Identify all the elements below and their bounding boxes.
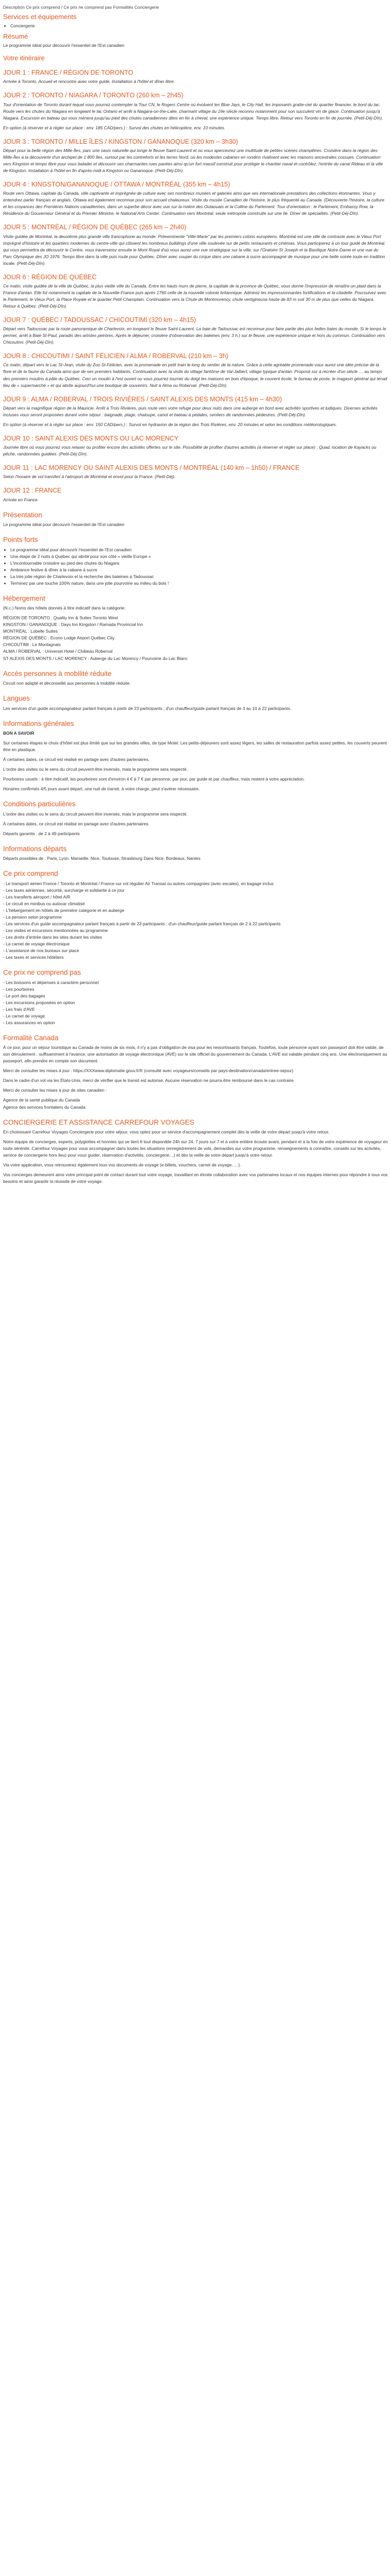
day-text: Visite guidée de Montréal, la deuxième plus grande ville francophone au monde. Préeeminente "Ville-Marie" par les premiers colons européens. Montréal est une ville de contraste avec le Vieux Port imprégné d'histoire et les quartiers modernes du centre-ville qui côtoient les nombreux buildings d'une ville soulevée sur de petits restaurants et cinémas. Vous participerez à un tour guidé de Montréal, qui vous permettra de découvrir le Centre, vous traverserez ensuite le Mont Royal d'où vous aurez une vue stratégique sur la ville, sur l'Oratoire St Joseph et la Basilique Notre-Dame et une vue du Parc Olympique des JO 1976. Temps libre dans la ville puis route pour Québec. Dîner avec souper du cirque dans une cabane à sucre accompagné de musique pour une belle soirée toute en tradition locale. (Petit-Déj-Dîn).: [3, 233, 386, 266]
departs-text: Départs possibles de : Paris, Lyon, Marseille, Nice, Toulouse, Strasbourg Dans Nice, Bordeaux, Nantes: [3, 856, 201, 861]
day-text: Journée libre où vous pourrez vous relaxer ou profiter encore des activités offertes sur le site. Possibilité de profiter d'autres activités (à réserver et régler sur place) : Quad, location de Kayacks ou pêche, randonnées guidées. (Petit-Déj-Dîn).: [3, 445, 377, 457]
day-title: JOUR 2 : TORONTO / NIAGARA / TORONTO (260 km – 2h45): [3, 92, 184, 99]
info-text: Pourboires usuels : à titre indicatif, les pourboires sont d'environ 4 € à 7 € par personne, par jour, par guide et par chauffeur, mais restent à votre appréciation.: [3, 776, 305, 782]
hebergement-line: RÉGION DE QUÉBEC : Econo Lodge Airport Québec City: [3, 635, 115, 641]
points-item: • L'incontournable croisière au pied des chutes du Niagara: [10, 560, 388, 567]
hebergement-line: KINGSTON / GANANOQUE : Days Inn Kingston / Ramada Provincial Inn: [3, 622, 143, 628]
prix-item: - Les transferts aéroport / hôtel A/R: [3, 894, 388, 901]
hebergement-line: MONTRÉAL : Lobelle Suites: [3, 629, 58, 634]
pasprix-list: [3, 979, 388, 1026]
points-item: • Ambiance festive & dîner à la cabane à sucre: [10, 567, 388, 573]
info-text: Sur certaines étapes le choix d'hôtel est plus limité que sur les grandes villes, de type Motel. Les petits-déjeuners sont assez légers, les salles de restauration parfois assez petites, les couverts peuvent être en plastique.: [3, 740, 387, 753]
day-text: Départ vers la magnifique région de la Mauricie. Arrêt à Trois Rivières, puis route vers votre refuge pour deux nuits dans une auberge en bord avec activités sportives et ludiques. Diverses activités incluses vous seront proposées durant votre séjour : baignade, plage, chaloupe, canot et bateau à pédales, sentiers de randonnées pédestres. (Petit-Déj-Dîn).: [3, 405, 378, 417]
day-option-text: En option (à réserver et à régler sur place : env. 150 CAD/pers.) : Survol en hydravion de la région des Trois Rivières, env. 20 minutes et selon les conditions météorologiques.: [3, 421, 337, 427]
langues-text: Les services d'un guide accompagnateur parlant français à partir de 23 participants ; d'un chauffeur/guide parlant français de 3 au 10 à 22 participants.: [3, 705, 291, 711]
hebergement-line: RÉGION DE TORONTO : Quality Inn & Suites Toronto West: [3, 615, 118, 621]
presentation-text: Le programme idéal pour découvrir l'essentiel de l'Est canadien: [3, 522, 125, 528]
pasprix-title: Ce prix ne comprend pas: [3, 969, 81, 977]
info-text: L'ordre des visites ou le sens du circuit peuvent être inversés, mais le programme sera respecté.: [3, 767, 188, 772]
points-item: • Une étape de 2 nuits à Québec qui abrité pour son côté « vieille Europe »: [10, 553, 388, 560]
concierge-text: En choisissant Carrefour Voyages Conciergerie pour votre séjour, vous optez pour un service d'accompagnement complet dès la veille de votre départ jusqu'à votre retour.: [3, 1129, 330, 1135]
day-option-text: En option (à réserver et à régler sur place : env. 185 CAD/pers.) : Survol des chutes en hélicoptère, env. 10 minutes.: [3, 125, 225, 130]
pasprix-item: - Le port des bagages: [3, 993, 388, 999]
conditions-text: L'ordre des visites ou le sens du circuit peuvent être inversés, mais le programme sera respecté.: [3, 811, 188, 817]
conditions-text: Départs garantis : de 2 à 49 participants: [3, 831, 80, 836]
departs-title: Informations départs: [3, 844, 67, 853]
breadcrumb: Description Ce prix comprend / Ce prix ne comprend pas Formalités Conciergerie: [3, 5, 159, 10]
trip-page: [0, 0, 391, 1195]
hebergement-line: ALMA / ROBERVAL : Universel Hotel / Château Roberval: [3, 649, 113, 654]
pasprix-item: - Les frais d'AVE: [3, 1006, 388, 1013]
concierge-title: CONCIERGERIE ET ASSISTANCE CARREFOUR VOYAGES: [3, 1118, 194, 1126]
concierge-text: Via votre application, vous retrouverez également tous vos documents de voyage (e-billets, vouchers, carnet de voyage, …).: [3, 1162, 241, 1168]
canada-agency: Agence de la santé publique du Canada: [3, 1097, 80, 1103]
prix-item: - Les taxes et services hôteliers: [3, 954, 388, 961]
canada-agency: Agence des services frontaliers du Canada: [3, 1104, 86, 1110]
prix-item: - Le circuit en minibus ou autocar climatisé: [3, 901, 388, 907]
day-title: JOUR 5 : MONTRÉAL / RÉGION DE QUÉBEC (265 km – 2h40): [3, 224, 187, 231]
itinerary-days: [3, 69, 388, 503]
pasprix-item: - Les boissons et dépenses à caractère personnel: [3, 979, 388, 986]
presentation-title: Présentation: [3, 511, 42, 519]
concierge-text: Notre équipe de concierges, experts, polyglottes et honnies qui se tient 6 tout disponible 24h sur 24, 7 jours sur 7 et à votre entière écoute avant, pendant et à la fois de votre expérience de voyageur en toute sérénité. Carrefour Voyages pour vous accompagner dans toutes les situations (enregistrement de vols, demandes sur votre programme, renseignements à connaître, conseils sur les activités, service de conciergerie hors lieu) pour vous guider, réservation d'activités, conciergerie…) et dès la veille de votre départ jusqu'à votre retour.: [3, 1139, 388, 1158]
points-item: • Le programme idéal pour découvrir l'essentiel de l'Est canadien: [10, 547, 388, 553]
info-label: BON A SAVOIR: [3, 731, 35, 736]
day-text: Ce matin, visite guidée de la ville de Québec, la plus vieille ville du Canada. Entre les hauts murs de pierre, la capitale de la province de Québec, vous donne l'impression de renaître un plaid dans la France d'antan. Elle fut notamment la capitale de la Nouvelle-France puis après 1760 celle de la nouvelle colonie britannique. Admirez les impressionnantes fortifications et la citadelle. Poursuivez avec le Parlement, le Vieux Port, la Place Royale et le quartier Petit-Champlain. Continuation vers la Chute de Montmorency, chute vertigineuse haute de 83 m soit 30 m de plus que celles du Niagara. Retour à Québec. (Petit-Déj-Dîn).: [3, 283, 386, 309]
day-title: JOUR 3 : TORONTO / MILLE ÎLES / KINGSTON / GANANOQUE (320 km – 3h30): [3, 138, 238, 145]
points-list: [3, 547, 388, 587]
access-title: Accès personnes à mobilité réduite: [3, 669, 112, 677]
day-title: JOUR 10 : SAINT ALEXIS DES MONTS OU LAC MORENCY: [3, 434, 179, 442]
day-text: Ce matin, départ vers le Lac St-Jean, visite du Zoo St-Félicien, avec la promenade en petit train le long du sentier de la nature. Grâce à cette agréable promenade vous aurez une idée précise de la flore et de la faune du Canada ainsi que de ses premiers habitants. Continuation avec la visite du village fantôme de Val-Jalbert, village typique d'antan. Proposé sur à recréer d'un siècle … au temps des premiers moulins à pâte du Québec. Ceci un moulin à l'est ouvert ou vous pourrez tourner du doigt les maisons en bois d'époque, le couvent école, le bureau de poste, le magasin général qui tenait lieu de « supermarché » et qui abrite aujourd'hui une boutique de souvenirs. Nuit à Alma ou Roberval. (Petit-Déj-Dîn).: [3, 362, 387, 388]
pasprix-item: - Les assurances en option: [3, 1020, 388, 1026]
day-text: Arrivée en France.: [3, 497, 39, 502]
day-title: JOUR 7 : QUÉBEC / TADOUSSAC / CHICOUTIMI (320 km – 4h15): [3, 316, 196, 324]
pasprix-item: - Les excursions proposées en option: [3, 999, 388, 1006]
points-item: • La très jolie région de Charlevoix et la recherche des baleines à Tadoussac: [10, 573, 388, 580]
day-text: Départ pour la belle région des Mille-Îles, parc une oasis naturelle qui longe le fleuve Saint-Laurent et où vous apercevrez une multitude de petites scènes champêtres. Croisière dans la région des Mille-Îles à la découverte d'un archipel de 1 800 îles, surtout par les contreforts et les terres Nord, où les modestes cabanes en rondins rivalisent avec les maisons ancestrales cossues. Continuation vers Kingston et temps libre pour vous balader et découvrir ses charmantes rues pavées ainsi qu'un fort massif construit pour protéger le chantier naval et contrôlez, l'entrée du canal Rideau et la ville de Kingston. Installation à l'hôtel en fin d'après-midi à Kingston ou Gananoque. (Petit-Déj-Dîn).: [3, 147, 383, 173]
day-title: JOUR 12 : FRANCE: [3, 487, 62, 495]
day-title: JOUR 4 : KINGSTON/GANANOQUE / OTTAWA / MONTRÉAL (355 km – 4h15): [3, 180, 230, 188]
points-title: Points forts: [3, 536, 38, 544]
prix-list: [3, 880, 388, 961]
day-text: Route vers Ottawa, capitale du Canada, ville captivante et imprégnée de culture avec ses nombreux musées et galeries ainsi que ses internationale prestations des collections étonnantes. Vous y entendrez parler français et anglais. Ottawa est également reconnue pour son accueil chaleureux. Visite du musée Canadien de l'histoire, le plus fréquenté au Canada. (Découverte l'histoire, la culture et les croyances des Premières Nations canadiennes, dans un superbe décor avec vue sur la rivière des Outaouais et la Colline du Parlement. Tour d'orientation : le Parlement, Embassy Row, la Résidence du Gouverneur Général et du Premier Ministre, le National Arts Center. Continuation vers Montréal, seule métropole construite sur une île. Dîner de spécialités. (Petit-Déj-Dîn).: [3, 191, 385, 216]
canada-text: Merci de consulter les mises à jour de sites canadien :: [3, 1088, 107, 1093]
canada-text: Merci de consulter les mises à jour : https://XXXwww.diplomatie.gouv.fr/fr (consulté avec voyageurs/conseils par pays-destination/canada/entree-sejour): [3, 1068, 294, 1074]
info-text: Horaires confirmés 4/5 jours avant départ, une nuit de transit, à votre charge, peut s'avérer nécessaire.: [3, 786, 200, 792]
day-title: JOUR 1 : FRANCE / RÉGION DE TORONTO: [3, 69, 134, 77]
hebergement-line: CHICOUTIMI : Le Montagnais: [3, 642, 61, 648]
hebergement-title: Hébergement: [3, 594, 45, 602]
conditions-text: À certaines dates, ce circuit est réalisé en partage avec d'autres partenaires.: [3, 821, 150, 826]
services-item: • Conciergerie: [10, 23, 388, 29]
day-title: JOUR 8 : CHICOUTIMI / SAINT FÉLICIEN / ALMA / ROBERVAL (210 km – 3h): [3, 352, 229, 360]
services-title: Services et équipements: [3, 13, 77, 21]
canada-text: À ce jour, pour un séjour touristique au Canada de moins de six mois, il n'y a pas d'obligation de visa pour les ressortissants français. Toutefois, toute personne ayant son passeport doit être valide, de son déroulement ; suffisamment à l'avance, une autorisation de voyage électronique (AVE) sur le site officiel du gouvernement du Canada. L'AVE est valable pendant cinq ans. Une électroniquement au passeport, afin prendre en compte son document.: [3, 1045, 387, 1064]
day-text: Départ vers Tadoussac par la route panoramique de Charlevoix, en longeant le fleuve Saint-Laurent. La baie de Tadoussac est reconnue pour faire partie des plus belles baies du monde. Si le temps le permet, arrêt à Baie St-Paul, paradis des artistes peintres. Après le déjeuner, croisière d'observation des baleines (env. 3 h.) sur le fleuve, une expérience unique et hors du commun. Continuation vers Chicoutimi. (Petit-Déj-Dîn).: [3, 326, 386, 345]
day-text: Tour d'orientation de Toronto durant lequel vous pourrez contempler la Tour CN, le Rogers Centre où évoluent les Blue Jays, le City Hall, les imposants gratte-ciel du quartier financier, le bord du lac. Route vers les chutes du Niagara en longeant le lac Ontario et arrêt à Niagara-on-the-Lake, charmant village du 19e siècle reconnu notamment pour son succulent vin de glace. Continuation jusqu'à Niagara. Excursion en bateau qui vous mènera jusqu'au pied des chutes canadiennes dites en fer à cheval, une expérience unique. Temps libre. Retour vers Toronto en fin de journée. (Petit-Déj-Dîn).: [3, 101, 383, 121]
langues-title: Langues: [3, 694, 30, 703]
day-title: JOUR 11 : LAC MORENCY OU SAINT ALEXIS DES MONTS / MONTRÉAL (140 km – 1h50) / FRANCE: [3, 464, 300, 472]
hebergement-line: ST ALEXIS DES MONTS / LAC MORENCY : Auberge du Lac Morency / Pourvoirie du Lac Blanc: [3, 655, 188, 661]
access-text: Circuit non adapté et déconseillé aux personnes à mobilité réduite.: [3, 681, 131, 686]
day-text: Selon l'horaire de vol transfert à l'aéroport de Montréal et envol pour la France. (Petit-Déj).: [3, 474, 176, 480]
prix-item: - L'assistance de nos bureaux sur place: [3, 947, 388, 954]
prix-item: - Les services d'un guide accompagnateur parlant français à partir de 23 participants ; d'un chauffeur/guide parlant français de 2 à 22 participants: [3, 921, 388, 927]
prix-item: - Les taxes aériennes, sécurité, surcharge et solidarité à ce jour: [3, 887, 388, 894]
resume-text: Le programme idéal pour découvrir l'essentiel de l'Est canadien: [3, 42, 125, 48]
day-text: Arrivée à Toronto. Accueil et rencontre avec votre guide. Installation à l'hôtel et dîner libre.: [3, 79, 175, 84]
info-text: À certaines dates, ce circuit est réalisé en partage avec d'autres partenaires.: [3, 757, 150, 762]
prix-item: - Les droits d'entrée dans les sites durant les visites: [3, 934, 388, 941]
prix-item: - Les visites et excursions mentionnées au programme: [3, 927, 388, 934]
prix-item: - La carnet de voyage électronique: [3, 941, 388, 947]
canada-title: Formalité Canada: [3, 1033, 59, 1042]
services-list: [3, 23, 388, 29]
prix-title: Ce prix comprend: [3, 870, 58, 878]
points-item: • Terminez par une touche 100% nature, dans une jolie pourvoirie au milieu du bois !: [10, 580, 388, 587]
prix-item: - La pension selon programme: [3, 914, 388, 921]
prix-item: - Le transport aérien France / Toronto et Montréal / France sur vol régulier Air Transat ou autres compagnies (avec escales), en bagage inclus: [3, 880, 388, 887]
day-title: JOUR 9 : ALMA / ROBERVAL / TROIS RIVIÈRES / SAINT ALEXIS DES MONTS (415 km – 4h30): [3, 395, 282, 403]
info-title: Informations générales: [3, 719, 74, 727]
concierge-text: Vos concierges demeurent ainsi votre principal point de contact durant tout votre voyage, travaillant en étroite collaboration avec vos partenaires locaux et nos équipes internes pour répondre à tous vos besoins et ainsi garantir la réussite de votre voyage.: [3, 1172, 388, 1184]
hebergement-intro: (N.c.) Noms des hôtels donnés à titre indicatif dans la catégorie.: [3, 605, 126, 611]
pasprix-item: - Le carnet de voyage: [3, 1013, 388, 1020]
prix-item: - L'hébergement en hôtels de première catégorie et en auberge: [3, 907, 388, 914]
canada-text: Dans le cadre d'un vol via les États-Unis, merci de vérifier que le transit est autorisé. Aucune réservation ne pourra être remboursé dans le cas contraire.: [3, 1078, 295, 1083]
itinerary-title: Votre itinéraire: [3, 54, 45, 62]
resume-title: Résumé: [3, 32, 28, 40]
day-title: JOUR 6 : RÉGION DE QUÉBEC: [3, 273, 97, 281]
pasprix-item: - Les pourboires: [3, 986, 388, 993]
hebergement-list: [3, 615, 388, 662]
conditions-title: Conditions particulières: [3, 800, 76, 808]
